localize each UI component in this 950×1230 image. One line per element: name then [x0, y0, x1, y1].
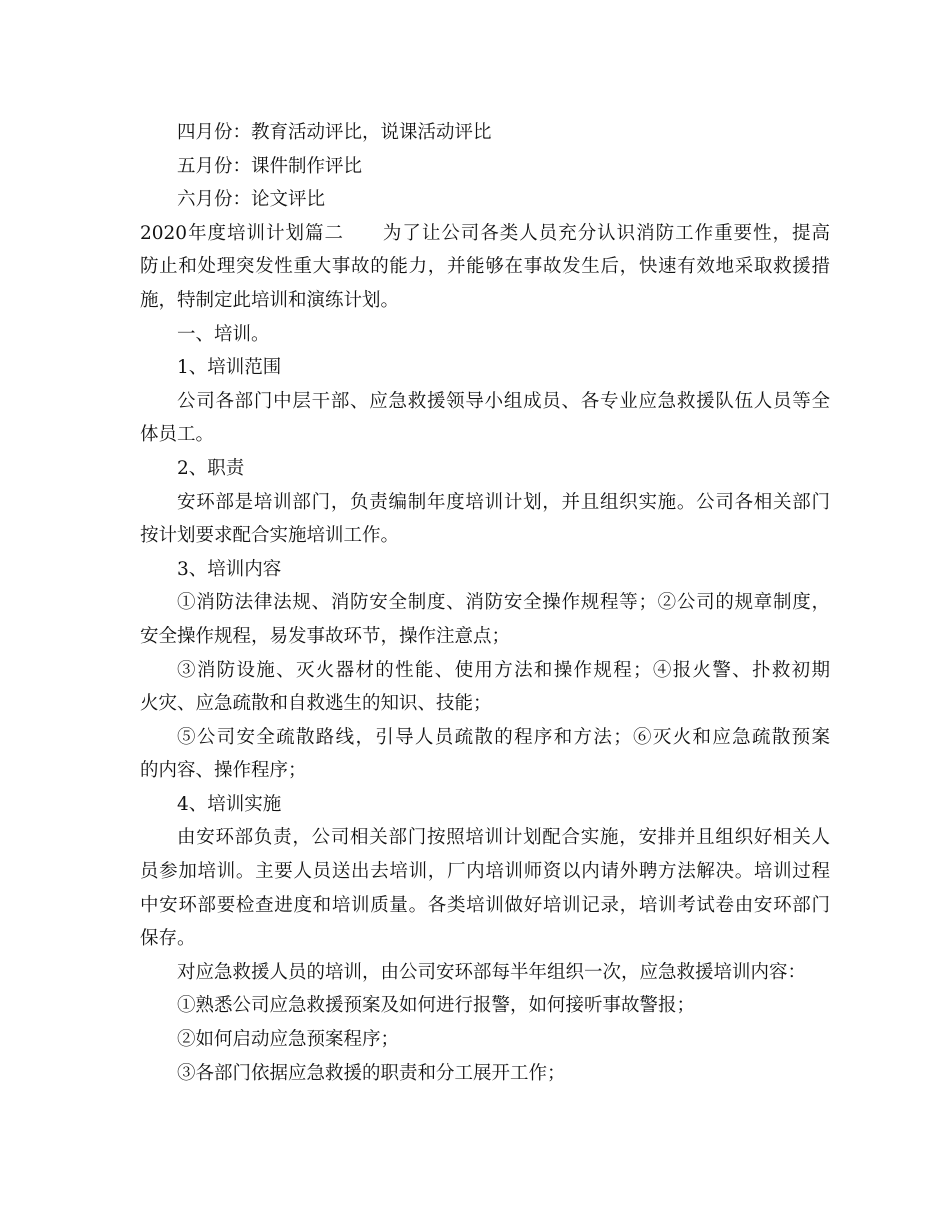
text-line: 对应急救援人员的培训，由公司安环部每半年组织一次，应急救援培训内容： — [177, 961, 807, 983]
text-line: 员参加培训。主要人员送出去培训，厂内培训师资以内请外聘方法解决。培训过程 — [140, 861, 830, 883]
text-line: ③各部门依据应急救援的职责和分工展开工作； — [177, 1062, 566, 1084]
text-line: 中安环部要检查进度和培训质量。各类培训做好培训记录，培训考试卷由安环部门 — [140, 894, 830, 916]
text-line: 防止和处理突发性重大事故的能力，并能够在事故发生后，快速有效地采取救援措 — [140, 256, 830, 278]
heading-training: 一、培训。 — [177, 323, 270, 345]
heading-duties: 2、职责 — [177, 457, 245, 479]
text-line: ⑤公司安全疏散路线，引导人员疏散的程序和方法；⑥灭火和应急疏散预案 — [177, 726, 830, 748]
section-heading-line: 2020年度培训计划篇二 为了让公司各类人员充分认识消防工作重要性，提高 — [140, 222, 830, 244]
text-line: 安环部是培训部门，负责编制年度培训计划，并且组织实施。公司各相关部门 — [177, 491, 830, 513]
text-line: ①消防法律法规、消防安全制度、消防安全操作规程等；②公司的规章制度， — [177, 592, 830, 614]
text-line: 六月份：论文评比 — [177, 189, 326, 211]
text-line: 安全操作规程，易发事故环节，操作注意点； — [140, 625, 511, 647]
text-line: 保存。 — [140, 928, 196, 950]
text-line: ①熟悉公司应急救援预案及如何进行报警，如何接听事故警报； — [177, 995, 696, 1017]
heading-training-implementation: 4、培训实施 — [177, 793, 282, 815]
text-line: ③消防设施、灭火器材的性能、使用方法和操作规程；④报火警、扑救初期 — [177, 659, 830, 681]
text-line: ②如何启动应急预案程序； — [177, 1029, 400, 1051]
text-line: 公司各部门中层干部、应急救援领导小组成员、各专业应急救援队伍人员等全 — [177, 390, 830, 412]
text-line: 四月份：教育活动评比，说课活动评比 — [177, 122, 492, 143]
heading-training-content: 3、培训内容 — [177, 558, 282, 580]
text-line: 的内容、操作程序； — [140, 760, 307, 782]
document-body — [140, 116, 830, 1090]
text-line: 火灾、应急疏散和自救逃生的知识、技能； — [140, 693, 492, 715]
text-line: 体员工。 — [140, 424, 215, 446]
text-line: 施，特制定此培训和演练计划。 — [140, 289, 400, 311]
text-line: 按计划要求配合实施培训工作。 — [140, 525, 400, 547]
heading-training-scope: 1、培训范围 — [177, 357, 282, 379]
text-line: 由安环部负责，公司相关部门按照培训计划配合实施，安排并且组织好相关人 — [177, 827, 830, 849]
text-line: 五月份：课件制作评比 — [177, 155, 363, 177]
